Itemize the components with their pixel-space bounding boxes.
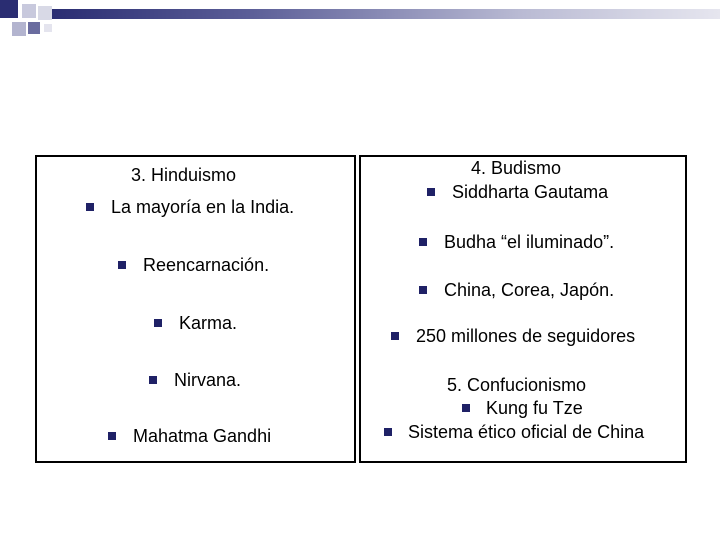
confucionismo-description: Sistema ético oficial de China	[408, 422, 645, 442]
bullet-icon	[462, 404, 470, 412]
hinduismo-title: 3. Hinduismo	[131, 165, 237, 185]
header-gradient-bar	[52, 9, 720, 19]
bullet-icon	[384, 428, 392, 436]
budismo-title: 4. Budismo	[471, 158, 562, 178]
corner-square-3	[38, 6, 52, 20]
hinduismo-item: Nirvana.	[174, 370, 242, 390]
corner-square-4	[12, 22, 26, 36]
confucionismo-title: 5. Confucionismo	[447, 375, 587, 395]
corner-square-1	[0, 0, 18, 18]
hinduismo-item: La mayoría en la India.	[111, 197, 295, 217]
bullet-icon	[149, 376, 157, 384]
budismo-item: China, Corea, Japón.	[444, 280, 615, 300]
bullet-icon	[427, 188, 435, 196]
bullet-icon	[108, 432, 116, 440]
hinduismo-item: Karma.	[179, 313, 238, 333]
budismo-subtitle: Siddharta Gautama	[452, 182, 609, 202]
hinduismo-item: Mahatma Gandhi	[133, 426, 272, 446]
bullet-icon	[419, 238, 427, 246]
bullet-icon	[154, 319, 162, 327]
corner-square-5	[28, 22, 40, 34]
bullet-icon	[419, 286, 427, 294]
hinduismo-item: Reencarnación.	[143, 255, 270, 275]
bullet-icon	[391, 332, 399, 340]
budismo-item: Budha “el iluminado”.	[444, 232, 615, 252]
bullet-icon	[86, 203, 94, 211]
budismo-item: 250 millones de seguidores	[416, 326, 636, 346]
confucionismo-subtitle: Kung fu Tze	[486, 398, 583, 418]
bullet-icon	[118, 261, 126, 269]
corner-square-6	[44, 24, 52, 32]
corner-square-2	[22, 4, 36, 18]
